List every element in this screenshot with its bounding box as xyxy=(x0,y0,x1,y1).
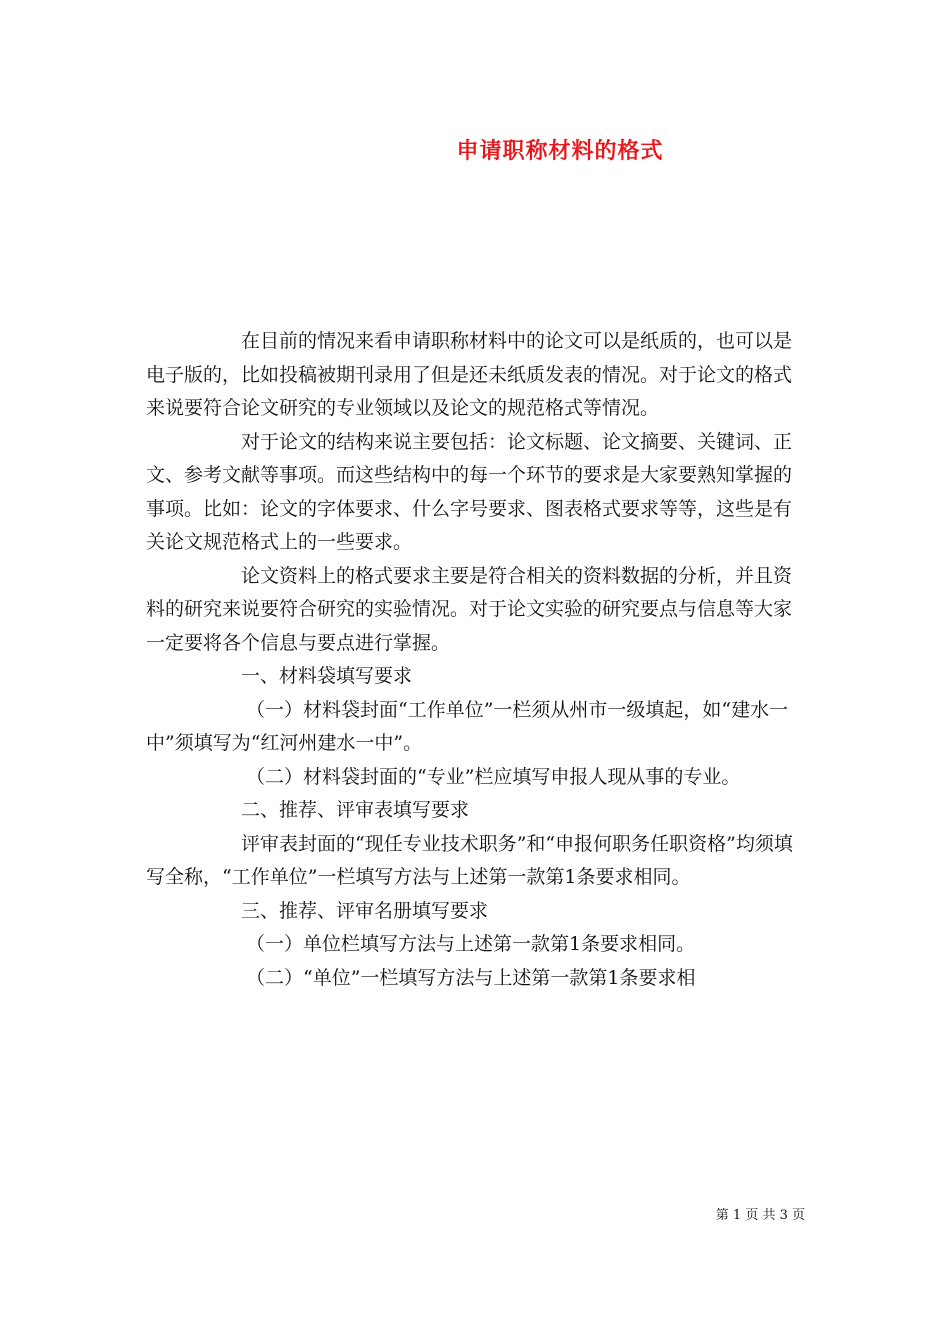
paragraph-item-3-2: （二）“单位”一栏填写方法与上述第一款第1条要求相 xyxy=(246,966,696,989)
document-title: 申请职称材料的格式 xyxy=(456,138,664,164)
paragraph-structure: 对于论文的结构来说主要包括：论文标题、论文摘要、关键词、正文、参考文献等事项。而这些结构中的每一个环节的要求是大家要熟知掌握的事项。比如：论文的字体要求、什么字号要求、图表格式要求等等，这些是有关论文规范格式上的一些要求。 xyxy=(146,430,793,553)
section-heading-1: 一、材料袋填写要求 xyxy=(241,665,413,687)
paragraph-data: 论文资料上的格式要求主要是符合相关的资料数据的分析，并且资料的研究来说要符合研究的实验情况。对于论文实验的研究要点与信息等大家一定要将各个信息与要点进行掌握。 xyxy=(146,564,793,654)
document-body xyxy=(146,325,808,995)
paragraph-section-2: 评审表封面的“现任专业技术职务”和“申报何职务任职资格”均须填写全称，“工作单位”一栏填写方法与上述第一款第1条要求相同。 xyxy=(146,832,793,888)
paragraph-item-1-2: （二）材料袋封面的“专业”栏应填写申报人现从事的专业。 xyxy=(246,765,741,788)
paragraph-intro: 在目前的情况来看申请职称材料中的论文可以是纸质的，也可以是电子版的，比如投稿被期刊录用了但是还未纸质发表的情况。对于论文的格式来说要符合论文研究的专业领域以及论文的规范格式等情况。 xyxy=(146,330,793,419)
page-footer: 第 1 页 共 3 页 xyxy=(715,1208,805,1223)
paragraph-item-1-1: （一）材料袋封面“工作单位”一栏须从州市一级填起，如“建水一中”须填写为“红河州建水一中”。 xyxy=(146,698,789,754)
section-heading-2: 二、推荐、评审表填写要求 xyxy=(241,799,470,821)
paragraph-item-3-1: （一）单位栏填写方法与上述第一款第1条要求相同。 xyxy=(246,933,696,955)
section-heading-3: 三、推荐、评审名册填写要求 xyxy=(241,899,489,922)
